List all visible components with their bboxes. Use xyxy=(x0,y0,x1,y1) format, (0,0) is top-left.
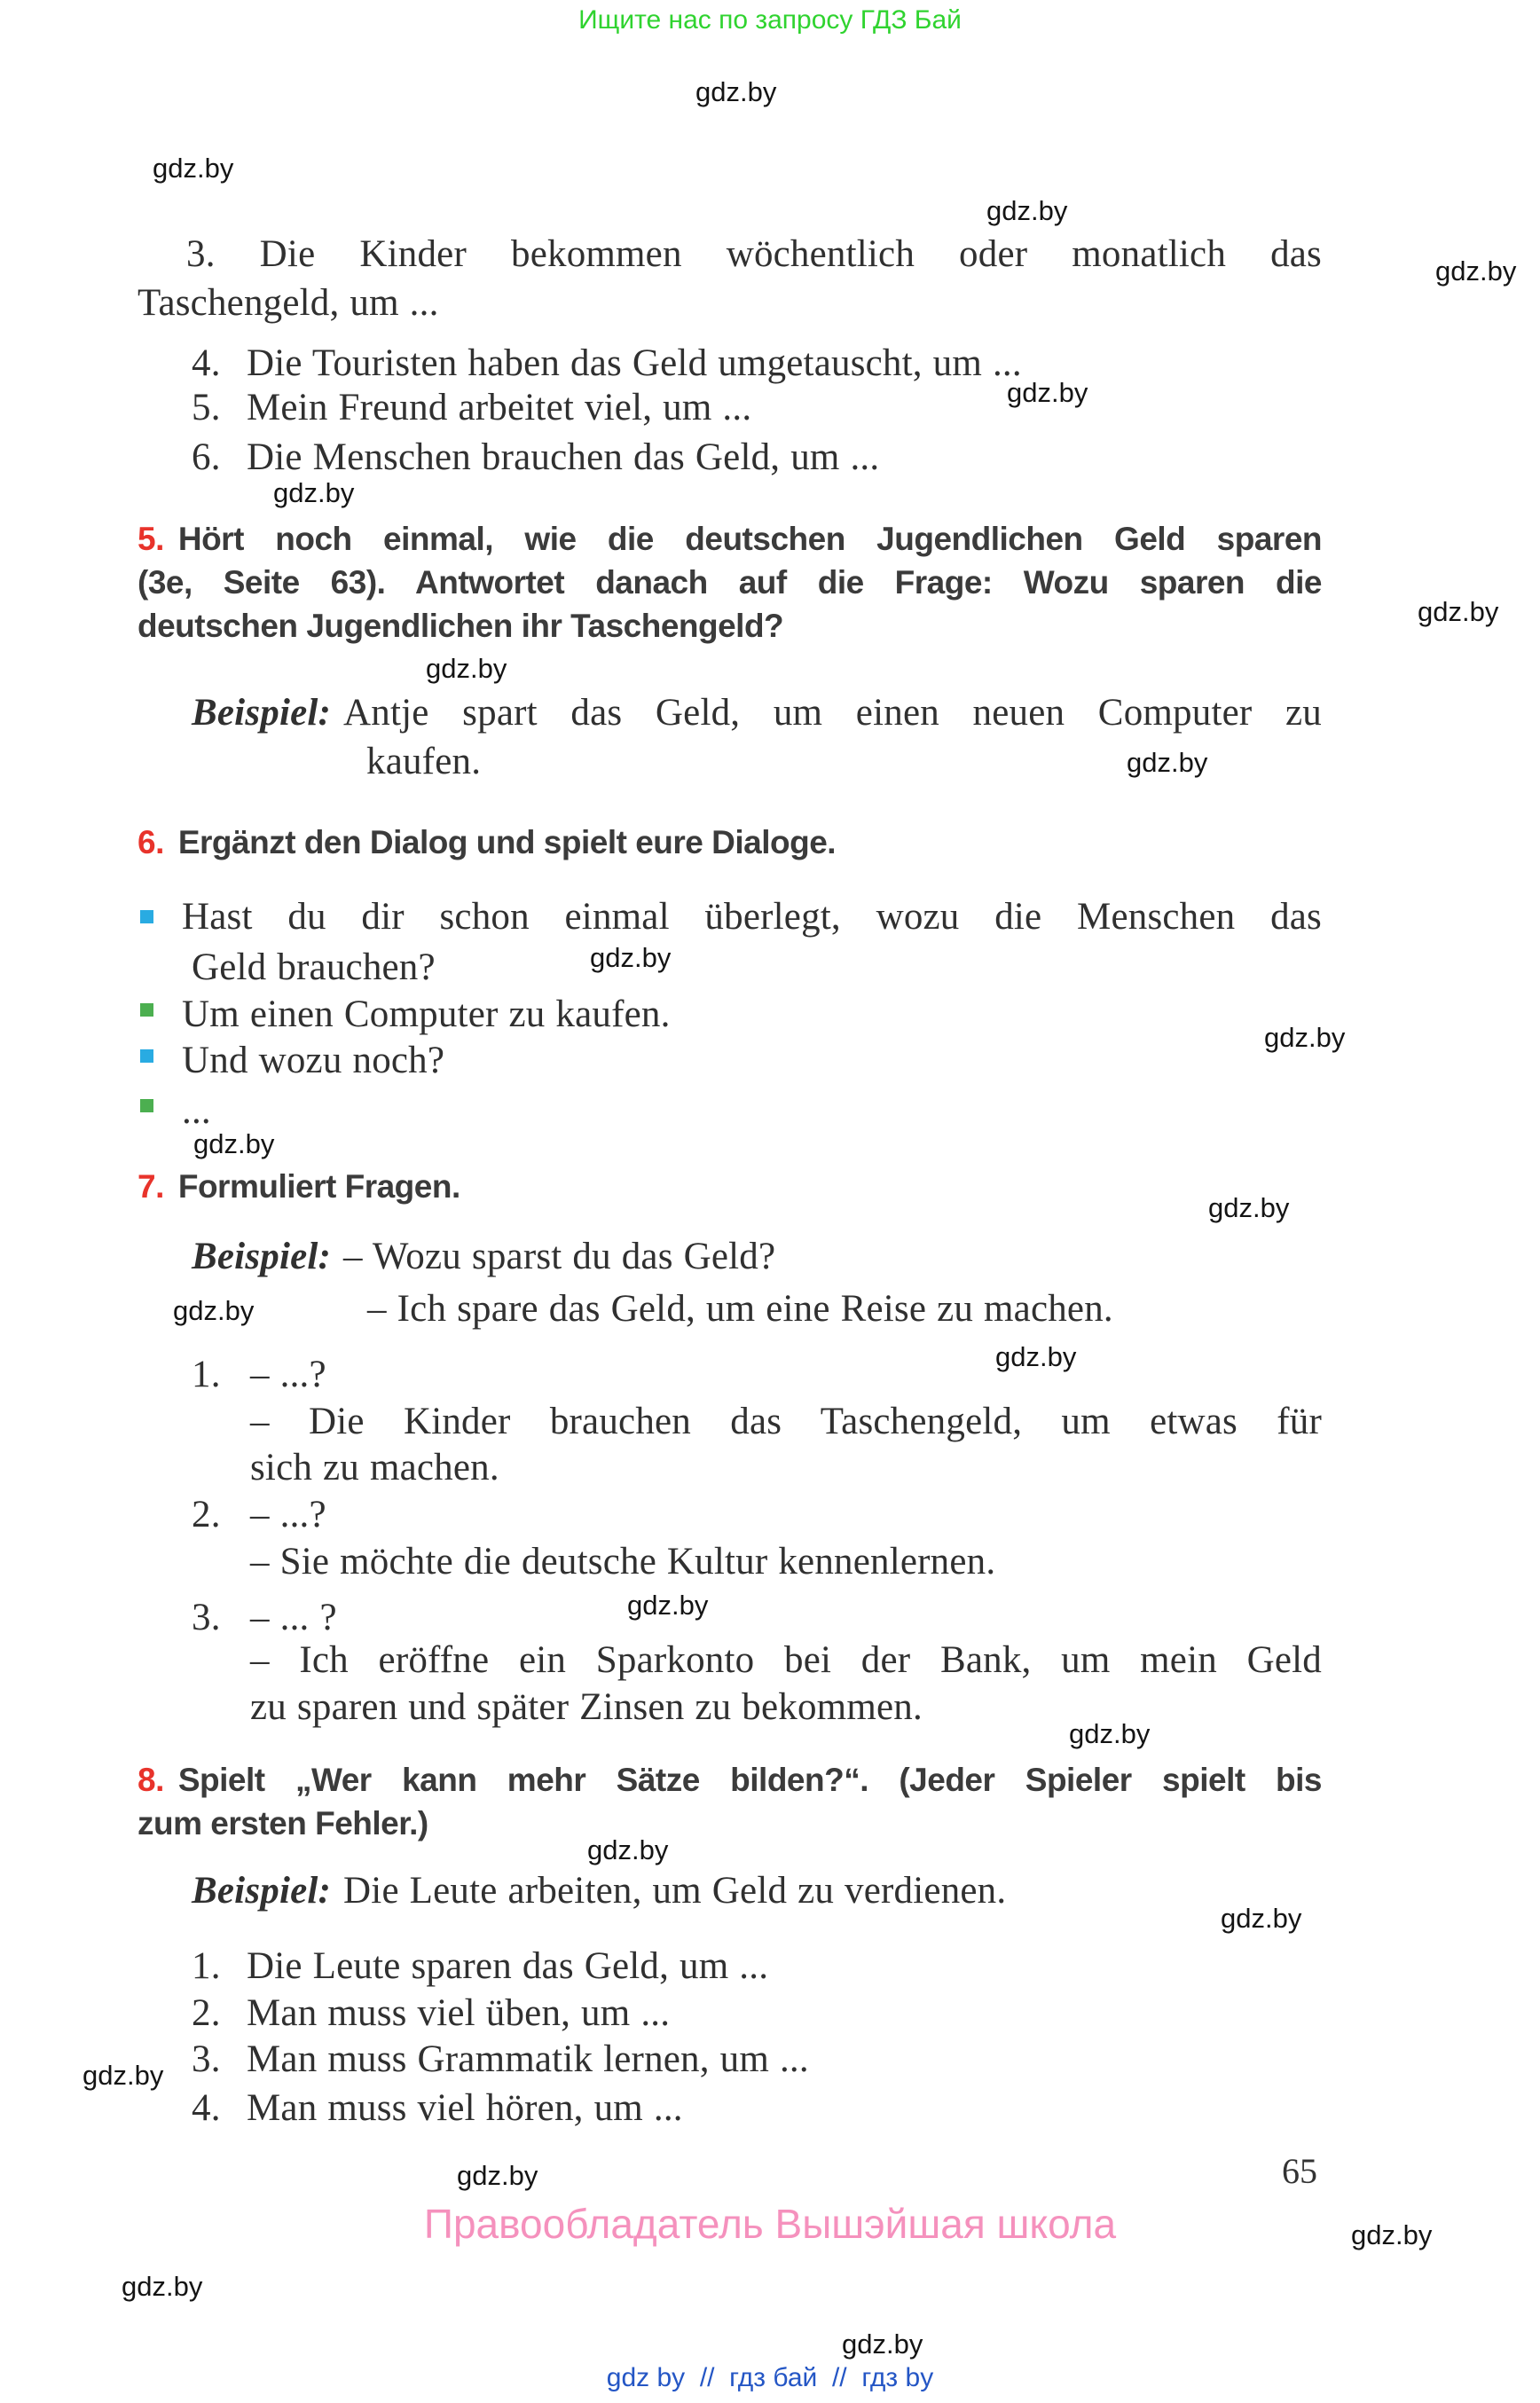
gdz-watermark: gdz.by xyxy=(995,1341,1077,1372)
gdz-watermark: gdz.by xyxy=(457,2160,538,2191)
item-number: 4. xyxy=(192,342,221,384)
exercise-8-beispiel xyxy=(192,1867,1006,1914)
gdz-watermark: gdz.by xyxy=(193,1128,275,1159)
exercise-5-heading-line2: (3e, Seite 63). Antwortet danach auf die Frage: Wozu sparen die xyxy=(138,564,1322,601)
exercise-8-item-1 xyxy=(192,1943,768,1990)
item-text: Die Menschen brauchen das Geld, um ... xyxy=(247,436,880,478)
question-text: – ... ? xyxy=(250,1597,337,1638)
gdz-watermark: gdz.by xyxy=(590,942,672,973)
gdz-watermark: gdz.by xyxy=(1069,1718,1151,1749)
item-number: 5. xyxy=(192,387,221,428)
gdz-watermark: gdz.by xyxy=(1007,377,1088,408)
gdz-watermark: gdz.by xyxy=(1435,255,1517,287)
item-number: 6. xyxy=(192,436,221,478)
page-number: 65 xyxy=(1282,2151,1317,2191)
exercise-number: 7. xyxy=(138,1168,164,1205)
exercise-5-beispiel-line1 xyxy=(192,689,1322,736)
exercise-5-heading-line1 xyxy=(138,517,1322,561)
exercise-8-heading-line1 xyxy=(138,1758,1322,1802)
exercise-item-6 xyxy=(192,434,879,481)
question-text: – ...? xyxy=(250,1354,326,1395)
heading-text: Hört noch einmal, wie die deutschen Jugendlichen Geld sparen xyxy=(177,521,1322,557)
heading-text: Formuliert Fragen. xyxy=(177,1168,460,1205)
exercise-6-heading xyxy=(138,821,836,864)
gdz-watermark: gdz.by xyxy=(1208,1192,1290,1223)
gdz-watermark: gdz.by xyxy=(273,477,355,508)
question-text: – ...? xyxy=(250,1494,326,1535)
dialog-3-question xyxy=(192,1594,337,1641)
item-text: Die Leute sparen das Geld, um ... xyxy=(247,1945,769,1987)
dialog-1-answer-line2: sich zu machen. xyxy=(250,1447,499,1488)
exercise-7-beispiel-question xyxy=(192,1233,775,1280)
gdz-watermark: gdz.by xyxy=(695,76,777,107)
gdz-watermark: gdz.by xyxy=(122,2271,203,2302)
item-number: 2. xyxy=(192,1494,221,1535)
copyright-notice: Правообладатель Вышэйшая школа xyxy=(423,2201,1117,2247)
dialog-bullet-wrap-line: Geld brauchen? xyxy=(192,946,436,988)
exercise-item-3-line2: Taschengeld, um ... xyxy=(138,282,439,324)
promo-banner: Ищите нас по запросу ГДЗ Бай xyxy=(578,5,962,35)
dialog-2-question xyxy=(192,1491,326,1538)
beispiel-label: Beispiel: xyxy=(192,692,332,734)
dialog-1-answer-line1: – Die Kinder brauchen das Taschengeld, um etwas für xyxy=(250,1401,1322,1442)
item-number: 3. xyxy=(192,2038,221,2080)
beispiel-label: Beispiel: xyxy=(192,1870,332,1912)
gdz-watermark: gdz.by xyxy=(587,1834,669,1865)
exercise-8-item-2 xyxy=(192,1990,670,2037)
beispiel-text: Die Leute arbeiten, um Geld zu verdienen. xyxy=(343,1870,1007,1912)
heading-text: Spielt „Wer kann mehr Sätze bilden?“. (Jeder Spieler spielt bis xyxy=(177,1762,1322,1798)
dialog-1-question xyxy=(192,1351,326,1398)
item-text: Man muss Grammatik lernen, um ... xyxy=(247,2038,809,2080)
footer-links: gdz by // гдз бай // гдз by xyxy=(606,2363,934,2392)
bullet-square-cyan xyxy=(140,1049,153,1063)
gdz-watermark: gdz.by xyxy=(627,1590,709,1621)
exercise-8-heading-line2: zum ersten Fehler.) xyxy=(138,1805,428,1842)
exercise-8-item-4 xyxy=(192,2085,683,2132)
exercise-number: 5. xyxy=(138,521,164,557)
dialog-bullet-line: Hast du dir schon einmal überlegt, wozu die Menschen das xyxy=(182,896,1322,938)
exercise-number: 8. xyxy=(138,1762,164,1798)
gdz-watermark: gdz.by xyxy=(986,195,1068,226)
heading-text: Ergänzt den Dialog und spielt eure Dialoge. xyxy=(177,824,837,860)
beispiel-text: – Wozu sparst du das Geld? xyxy=(343,1236,776,1277)
gdz-watermark: gdz.by xyxy=(1351,2219,1433,2250)
item-text: Man muss viel hören, um ... xyxy=(247,2087,683,2129)
exercise-item-3-line1: 3. Die Kinder bekommen wöchentlich oder monatlich das xyxy=(186,233,1322,275)
bullet-square-green xyxy=(140,1003,153,1017)
exercise-item-4 xyxy=(192,340,1022,387)
gdz-watermark: gdz.by xyxy=(1264,1022,1346,1053)
gdz-watermark: gdz.by xyxy=(153,153,234,184)
exercise-5-heading-line3: deutschen Jugendlichen ihr Taschengeld? xyxy=(138,608,784,644)
item-number: 4. xyxy=(192,2087,221,2129)
beispiel-label: Beispiel: xyxy=(192,1236,332,1277)
item-number: 1. xyxy=(192,1945,221,1987)
dialog-bullet-line: ... xyxy=(182,1090,211,1132)
item-number: 2. xyxy=(192,1992,221,2034)
item-text: Mein Freund arbeitet viel, um ... xyxy=(247,387,752,428)
gdz-watermark: gdz.by xyxy=(426,653,507,684)
dialog-bullet-line: Und wozu noch? xyxy=(182,1040,445,1081)
dialog-3-answer-line1: – Ich eröffne ein Sparkonto bei der Bank, um mein Geld xyxy=(250,1639,1322,1681)
exercise-7-heading xyxy=(138,1165,460,1208)
gdz-watermark: gdz.by xyxy=(1221,1903,1302,1934)
item-text: Die Touristen haben das Geld umgetauscht, um ... xyxy=(247,342,1022,384)
dialog-2-answer: – Sie möchte die deutsche Kultur kennenlernen. xyxy=(250,1541,996,1582)
gdz-watermark: gdz.by xyxy=(1127,747,1208,778)
beispiel-text: Antje spart das Geld, um einen neuen Computer zu xyxy=(343,692,1322,734)
gdz-watermark: gdz.by xyxy=(842,2328,923,2360)
exercise-item-5 xyxy=(192,384,751,431)
bullet-square-cyan xyxy=(140,910,153,923)
gdz-watermark: gdz.by xyxy=(173,1295,255,1326)
dialog-bullet-line: Um einen Computer zu kaufen. xyxy=(182,993,671,1035)
gdz-watermark: gdz.by xyxy=(82,2060,164,2091)
item-text: Man muss viel üben, um ... xyxy=(247,1992,671,2034)
item-number: 1. xyxy=(192,1354,221,1395)
exercise-number: 6. xyxy=(138,824,164,860)
exercise-7-beispiel-answer: – Ich spare das Geld, um eine Reise zu machen. xyxy=(367,1288,1113,1330)
dialog-3-answer-line2: zu sparen und später Zinsen zu bekommen. xyxy=(250,1686,923,1728)
bullet-square-green xyxy=(140,1099,153,1112)
exercise-8-item-3 xyxy=(192,2036,809,2083)
item-number: 3. xyxy=(192,1597,221,1638)
gdz-watermark: gdz.by xyxy=(1418,596,1499,627)
exercise-5-beispiel-line2: kaufen. xyxy=(366,741,482,782)
